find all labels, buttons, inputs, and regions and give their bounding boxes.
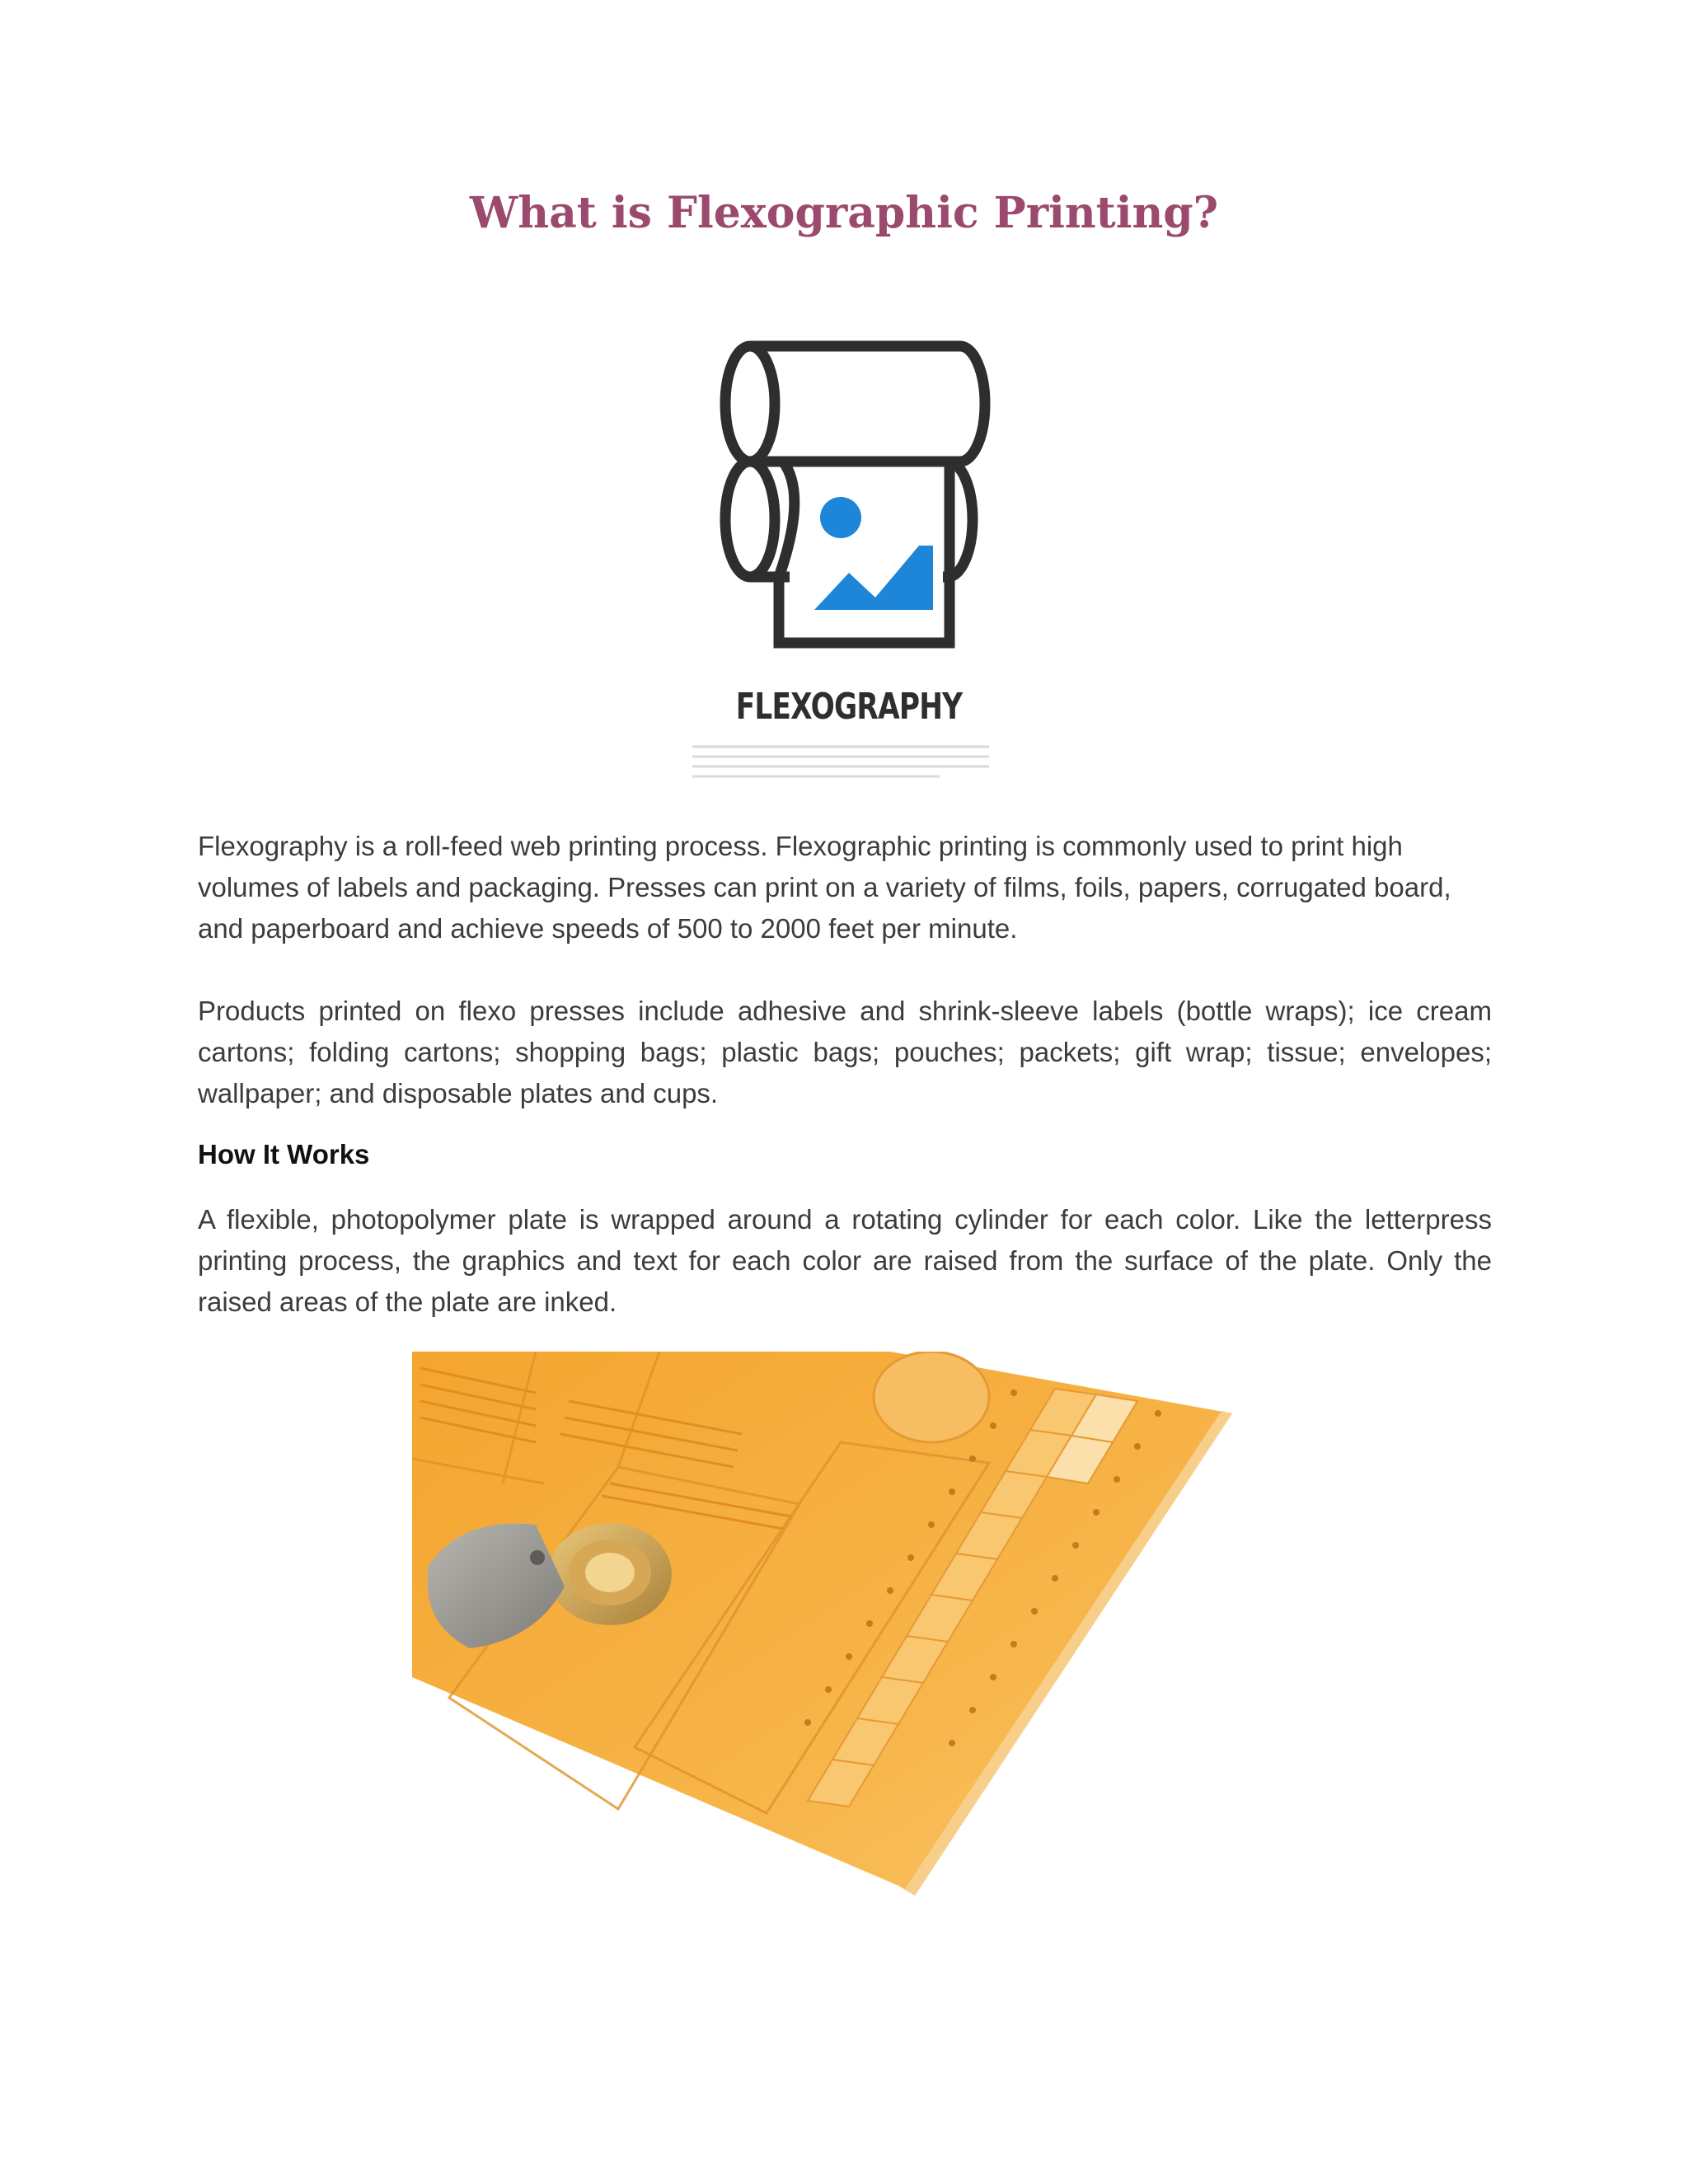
flexography-roll-icon (692, 330, 1006, 676)
intro-paragraph: Flexography is a roll-feed web printing process. Flexographic printing is commonly used to print high volumes of labels and packaging. Presses can print on a variety of films, foils, papers, corrugated board, and paperboard and achieve speeds of 500 to 2000 feet per minute. (198, 831, 1451, 944)
section-heading: How It Works (198, 1139, 370, 1169)
logo-underlines (692, 742, 1006, 791)
products-paragraph: Products printed on flexo presses include adhesive and shrink-sleeve labels (bottle wraps); ice cream cartons; folding cartons; shopping bags; plastic bags; pouches; packets; gift wrap; tissue; envelopes; wallpaper; and disposable plates and cups. (198, 996, 1492, 1108)
logo-label: FLEXOGRAPHY (735, 686, 963, 728)
flexography-logo (692, 330, 1006, 791)
flexo-plate-photo (412, 1352, 1236, 1896)
how-it-works-paragraph: A flexible, photopolymer plate is wrapped around a rotating cylinder for each color. Like the letterpress printing process, the graphics and text for each color are raised from the surface of the plate. Only the raised areas of the plate are inked. (198, 1204, 1492, 1317)
page-title: What is Flexographic Printing? (469, 188, 1219, 238)
